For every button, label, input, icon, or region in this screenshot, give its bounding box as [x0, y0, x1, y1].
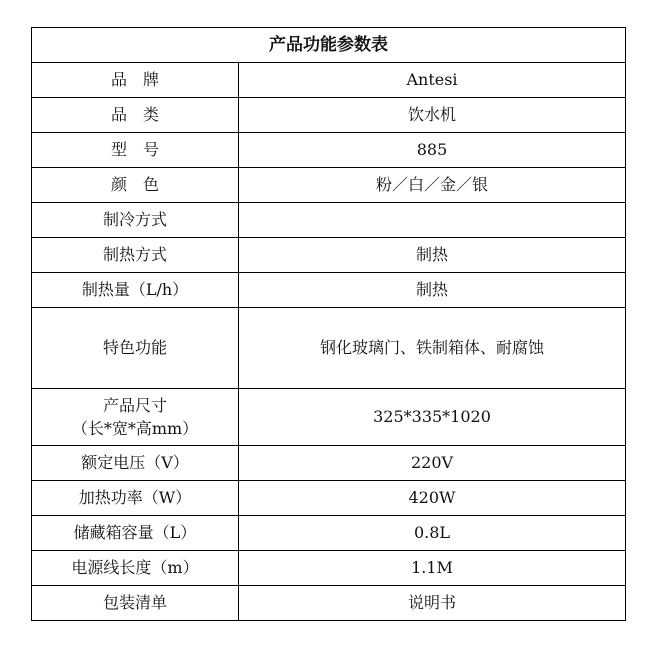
table-row — [32, 308, 626, 389]
table-row — [32, 133, 626, 168]
table-row — [32, 273, 626, 308]
table-row — [32, 238, 626, 273]
table-title: 产品功能参数表 — [32, 28, 626, 63]
row-label: 电源线长度（m） — [32, 551, 239, 586]
row-value: 420W — [239, 481, 626, 516]
row-value: 制热 — [239, 238, 626, 273]
table-row — [32, 586, 626, 621]
row-label: 型 号 — [32, 133, 239, 168]
table-row — [32, 481, 626, 516]
row-label — [32, 389, 239, 446]
row-label: 包装清单 — [32, 586, 239, 621]
row-value: 220V — [239, 446, 626, 481]
table-row — [32, 446, 626, 481]
row-label: 制热量（L/h） — [32, 273, 239, 308]
row-value: 饮水机 — [239, 98, 626, 133]
row-label: 特色功能 — [32, 308, 239, 389]
row-value: 0.8L — [239, 516, 626, 551]
row-label: 制冷方式 — [32, 203, 239, 238]
table-row — [32, 551, 626, 586]
row-label: 品 牌 — [32, 63, 239, 98]
row-value: 说明书 — [239, 586, 626, 621]
row-value: 325*335*1020 — [239, 389, 626, 446]
row-label: 制热方式 — [32, 238, 239, 273]
row-label-line1: 产品尺寸 — [102, 395, 167, 415]
row-label: 品 类 — [32, 98, 239, 133]
row-label-line2: （长*宽*高mm） — [71, 419, 199, 438]
table-row — [32, 63, 626, 98]
table-row — [32, 516, 626, 551]
row-value: 粉／白／金／银 — [239, 168, 626, 203]
table-row — [32, 168, 626, 203]
table-title-row — [32, 28, 626, 63]
row-value: 制热 — [239, 273, 626, 308]
row-value: 1.1M — [239, 551, 626, 586]
row-label: 额定电压（V） — [32, 446, 239, 481]
row-value — [239, 203, 626, 238]
table-row — [32, 389, 626, 446]
table-row — [32, 98, 626, 133]
table-row — [32, 203, 626, 238]
row-label: 加热功率（W） — [32, 481, 239, 516]
row-value: 885 — [239, 133, 626, 168]
row-label: 颜 色 — [32, 168, 239, 203]
row-value: 钢化玻璃门、铁制箱体、耐腐蚀 — [239, 308, 626, 389]
product-spec-table — [31, 27, 626, 621]
row-label: 储藏箱容量（L） — [32, 516, 239, 551]
row-value: Antesi — [239, 63, 626, 98]
